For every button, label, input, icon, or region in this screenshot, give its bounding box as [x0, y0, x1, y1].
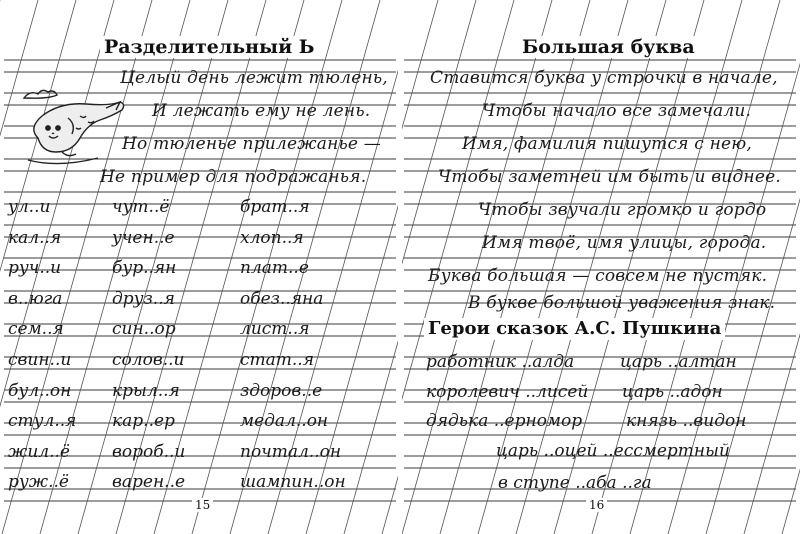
poem-line: Ставится буква у строчки в начале,	[430, 68, 778, 88]
name-item: королевич ..лисей	[426, 382, 589, 402]
word-item: стул..я	[8, 411, 77, 432]
name-item: царь ..алтан	[620, 352, 737, 372]
word-item: стат..я	[240, 350, 314, 370]
word-item: варен..е	[112, 472, 186, 493]
word-item: жил..ё	[8, 441, 70, 462]
poem-line: Имя твоё, имя улицы, города.	[482, 233, 767, 253]
poem-line: В букве большой уважения знак.	[468, 293, 776, 313]
slant-line	[782, 0, 800, 534]
word-item: в..юга	[8, 288, 63, 309]
section-heading: Герои сказок А.С. Пушкина	[424, 318, 725, 340]
page-number: 15	[192, 498, 213, 512]
name-item: царь ..оцей ..ессмертный	[496, 441, 730, 461]
word-item: хлоп..я	[240, 227, 304, 248]
poem-line: Чтобы начало все замечали.	[482, 101, 752, 121]
word-item: шампин..он	[240, 472, 346, 493]
word-item: друз..я	[112, 288, 175, 309]
poem-line: Но тюленье прилежанье —	[122, 134, 381, 154]
word-item: медал..он	[240, 411, 329, 432]
word-item: кар..ер	[112, 411, 175, 432]
page-heading: Разделительный Ь	[100, 36, 318, 58]
word-item: почтал..он	[240, 441, 342, 462]
poem-line: Буква большая — совсем не пустяк.	[428, 266, 768, 286]
poem-line: Чтобы звучали громко и гордо	[478, 200, 767, 220]
word-item: учен..е	[112, 227, 175, 248]
word-item: бул..он	[8, 380, 72, 401]
page-number: 16	[586, 498, 607, 512]
word-item: син..ор	[112, 319, 176, 340]
word-item: крыл..я	[112, 380, 180, 401]
word-item: плат..е	[240, 258, 309, 279]
word-item: здоров..е	[240, 380, 323, 401]
word-item: вороб..и	[112, 441, 186, 462]
name-item: дядька ..ерномор	[426, 411, 583, 431]
word-item: руж..ё	[8, 472, 69, 493]
name-item: царь ..адон	[622, 382, 723, 402]
word-item: солов..и	[112, 350, 185, 370]
poem-line: Чтобы заметней им быть и виднее.	[438, 167, 781, 187]
seal-illustration	[18, 78, 133, 173]
name-item: князь ..видон	[626, 411, 747, 431]
word-item: чут..ё	[112, 197, 170, 217]
word-item: сем..я	[8, 319, 64, 340]
word-item: свин..и	[8, 350, 72, 370]
word-item: бур..ян	[112, 258, 177, 279]
word-item: кал..я	[8, 227, 62, 248]
name-item: в ступе ..аба ..га	[498, 473, 652, 493]
poem-line: Целый день лежит тюлень,	[120, 68, 388, 88]
word-item: лист..я	[240, 319, 310, 340]
word-item: руч..и	[8, 258, 62, 279]
word-item: брат..я	[240, 197, 310, 217]
poem-line: Не пример для подражанья.	[100, 167, 367, 187]
word-item: обез..яна	[240, 288, 324, 309]
book-gutter	[398, 0, 402, 534]
poem-line: Имя, фамилия пишутся с нею,	[462, 134, 753, 154]
word-item: ул..и	[8, 197, 51, 217]
right-page	[400, 0, 800, 534]
poem-line: И лежать ему не лень.	[152, 101, 371, 121]
page-heading: Большая буква	[518, 36, 699, 58]
name-item: работник ..алда	[426, 352, 575, 372]
